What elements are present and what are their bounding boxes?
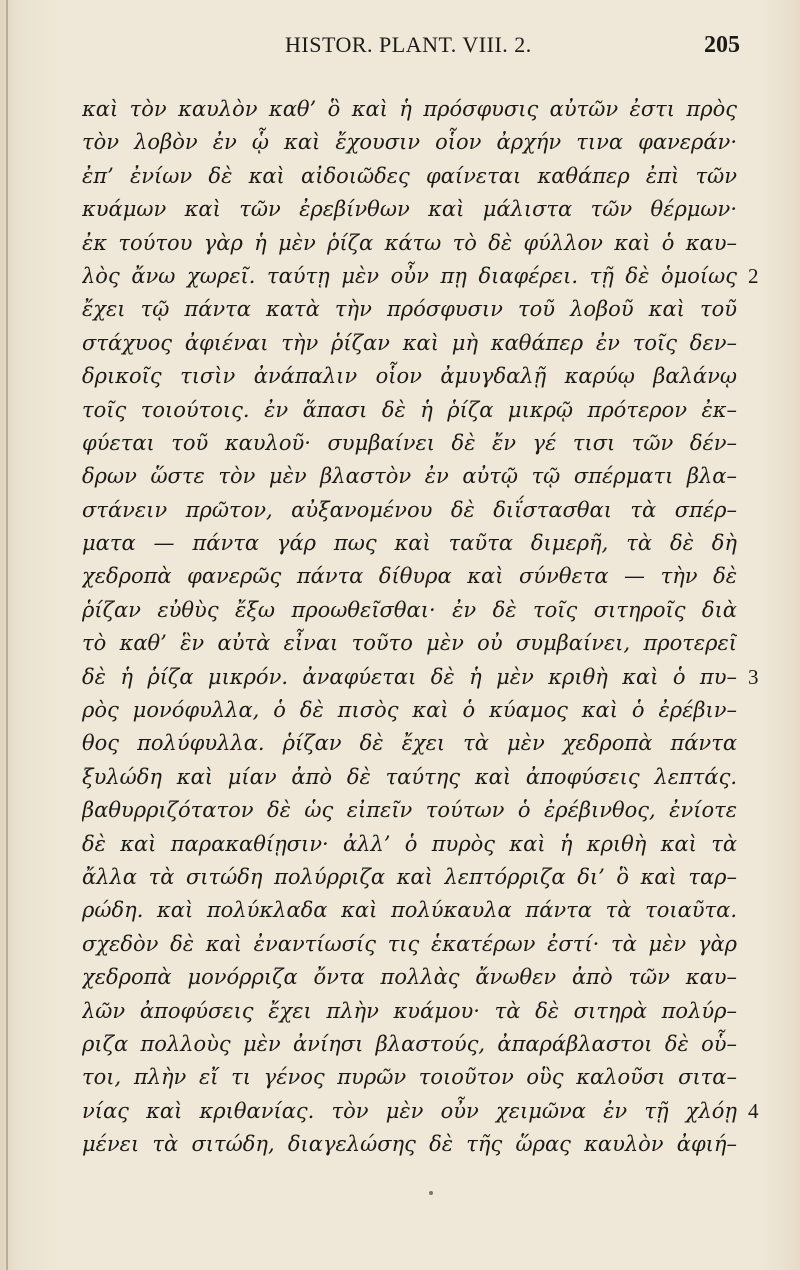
text-line: στάνειν πρῶτον, αὐξανομένου δὲ διΐστασθαι τὰ σπέρ–	[82, 497, 737, 522]
text-line: νίας καὶ κριθανίας. τὸν μὲν οὖν χειμῶνα ἐν τῇ χλόῃ	[82, 1098, 737, 1123]
text-line: τοῖς τοιούτοις. ἐν ἅπασι δὲ ἡ ῥίζα μικρῷ πρότερον ἐκ–	[82, 397, 737, 422]
text-line: τὸν λοβὸν ἐν ᾧ καὶ ἔχουσιν οἷον ἀρχήν τινα φανεράν·	[82, 130, 737, 155]
text-line: τοι, πλὴν εἴ τι γένος πυρῶν τοιοῦτον οὓς καλοῦσι σιτα–	[82, 1065, 737, 1090]
text-line: ματα — πάντα γάρ πως καὶ ταῦτα διμερῆ, τὰ δὲ δὴ	[82, 531, 737, 556]
text-line: λῶν ἀποφύσεις ἔχει πλὴν κυάμου· τὰ δὲ σιτηρὰ πολύρ–	[82, 998, 737, 1023]
text-line: ἄλλα τὰ σιτώδη πολύρριζα καὶ λεπτόρριζα δι’ ὃ καὶ ταρ–	[82, 864, 737, 889]
text-line: τὸ καθ’ ἓν αὐτὰ εἶναι τοῦτο μὲν οὐ συμβαίνει, προτερεῖ	[82, 631, 737, 656]
text-line: χεδροπὰ φανερῶς πάντα δίθυρα καὶ σύνθετα — τὴν δὲ	[82, 564, 737, 589]
ink-speck	[429, 1191, 433, 1195]
text-line: φύεται τοῦ καυλοῦ· συμβαίνει δὲ ἔν γέ τισι τῶν δέν–	[82, 430, 737, 455]
section-number-2: 2	[748, 264, 759, 288]
text-line: καὶ τὸν καυλὸν καθ’ ὃ καὶ ἡ πρόσφυσις αὐτῶν ἐστι πρὸς	[82, 97, 737, 121]
text-line: ἐκ τούτου γὰρ ἡ μὲν ῥίζα κάτω τὸ δὲ φύλλον καὶ ὁ καυ–	[82, 230, 737, 255]
text-line: ἔχει τῷ πάντα κατὰ τὴν πρόσφυσιν τοῦ λοβοῦ καὶ τοῦ	[82, 297, 737, 322]
text-line: ρώδη. καὶ πολύκλαδα καὶ πολύκαυλα πάντα τὰ τοιαῦτα.	[82, 898, 737, 923]
running-title: HISTOR. PLANT. VIII. 2.	[285, 32, 532, 57]
page-gutter-edge	[6, 0, 8, 1270]
text-line: σχεδὸν δὲ καὶ ἐναντίωσίς τις ἑκατέρων ἐστί· τὰ μὲν γὰρ	[82, 931, 737, 956]
page-number: 205	[704, 32, 740, 58]
greek-text-body	[82, 93, 737, 1162]
text-line: ρὸς μονόφυλλα, ὁ δὲ πισὸς καὶ ὁ κύαμος καὶ ὁ ἐρέβιν–	[82, 698, 737, 723]
text-line: δὲ ἡ ῥίζα μικρόν. ἀναφύεται δὲ ἡ μὲν κριθὴ καὶ ὁ πυ–	[82, 664, 737, 689]
section-number-4: 4	[748, 1099, 759, 1123]
text-line: δὲ καὶ παρακαθίῃσιν· ἀλλ’ ὁ πυρὸς καὶ ἡ κριθὴ καὶ τὰ	[82, 831, 737, 856]
text-line: κυάμων καὶ τῶν ἐρεβίνθων καὶ μάλιστα τῶν θέρμων·	[82, 197, 737, 222]
text-line: ριζα πολλοὺς μὲν ἀνίησι βλαστούς, ἀπαράβλαστοι δὲ οὗ–	[82, 1031, 737, 1056]
text-line: θος πολύφυλλα. ῥίζαν δὲ ἔχει τὰ μὲν χεδροπὰ πάντα	[82, 731, 737, 756]
text-line: στάχυος ἀφιέναι τὴν ῥίζαν καὶ μὴ καθάπερ ἐν τοῖς δεν–	[82, 330, 737, 355]
text-line: λὸς ἄνω χωρεῖ. ταύτῃ μὲν οὖν πῃ διαφέρει. τῇ δὲ ὁμοίως	[82, 263, 737, 288]
section-number-3: 3	[748, 665, 759, 689]
text-line: δρικοῖς τισὶν ἀνάπαλιν οἷον ἀμυγδαλῇ καρύῳ βαλάνῳ	[82, 364, 737, 389]
running-header	[285, 32, 740, 62]
text-line: δρων ὥστε τὸν μὲν βλαστὸν ἐν αὐτῷ τῷ σπέρματι βλα–	[82, 464, 737, 489]
text-line: ῥίζαν εὐθὺς ἔξω προωθεῖσθαι· ἐν δὲ τοῖς σιτηροῖς διὰ	[82, 597, 737, 622]
text-line: βαθυρριζότατον δὲ ὡς εἰπεῖν τούτων ὁ ἐρέβινθος, ἐνίοτε	[82, 798, 737, 823]
text-line: χεδροπὰ μονόρριζα ὄντα πολλὰς ἄνωθεν ἀπὸ τῶν καυ–	[82, 965, 737, 990]
text-line: μένει τὰ σιτώδη, διαγελώσης δὲ τῆς ὥρας καυλὸν ἀφιή–	[82, 1132, 737, 1157]
text-line: ἐπ’ ἐνίων δὲ καὶ αἰδοιῶδες φαίνεται καθάπερ ἐπὶ τῶν	[82, 163, 737, 188]
text-line: ξυλώδη καὶ μίαν ἀπὸ δὲ ταύτης καὶ ἀποφύσεις λεπτάς.	[82, 764, 737, 789]
